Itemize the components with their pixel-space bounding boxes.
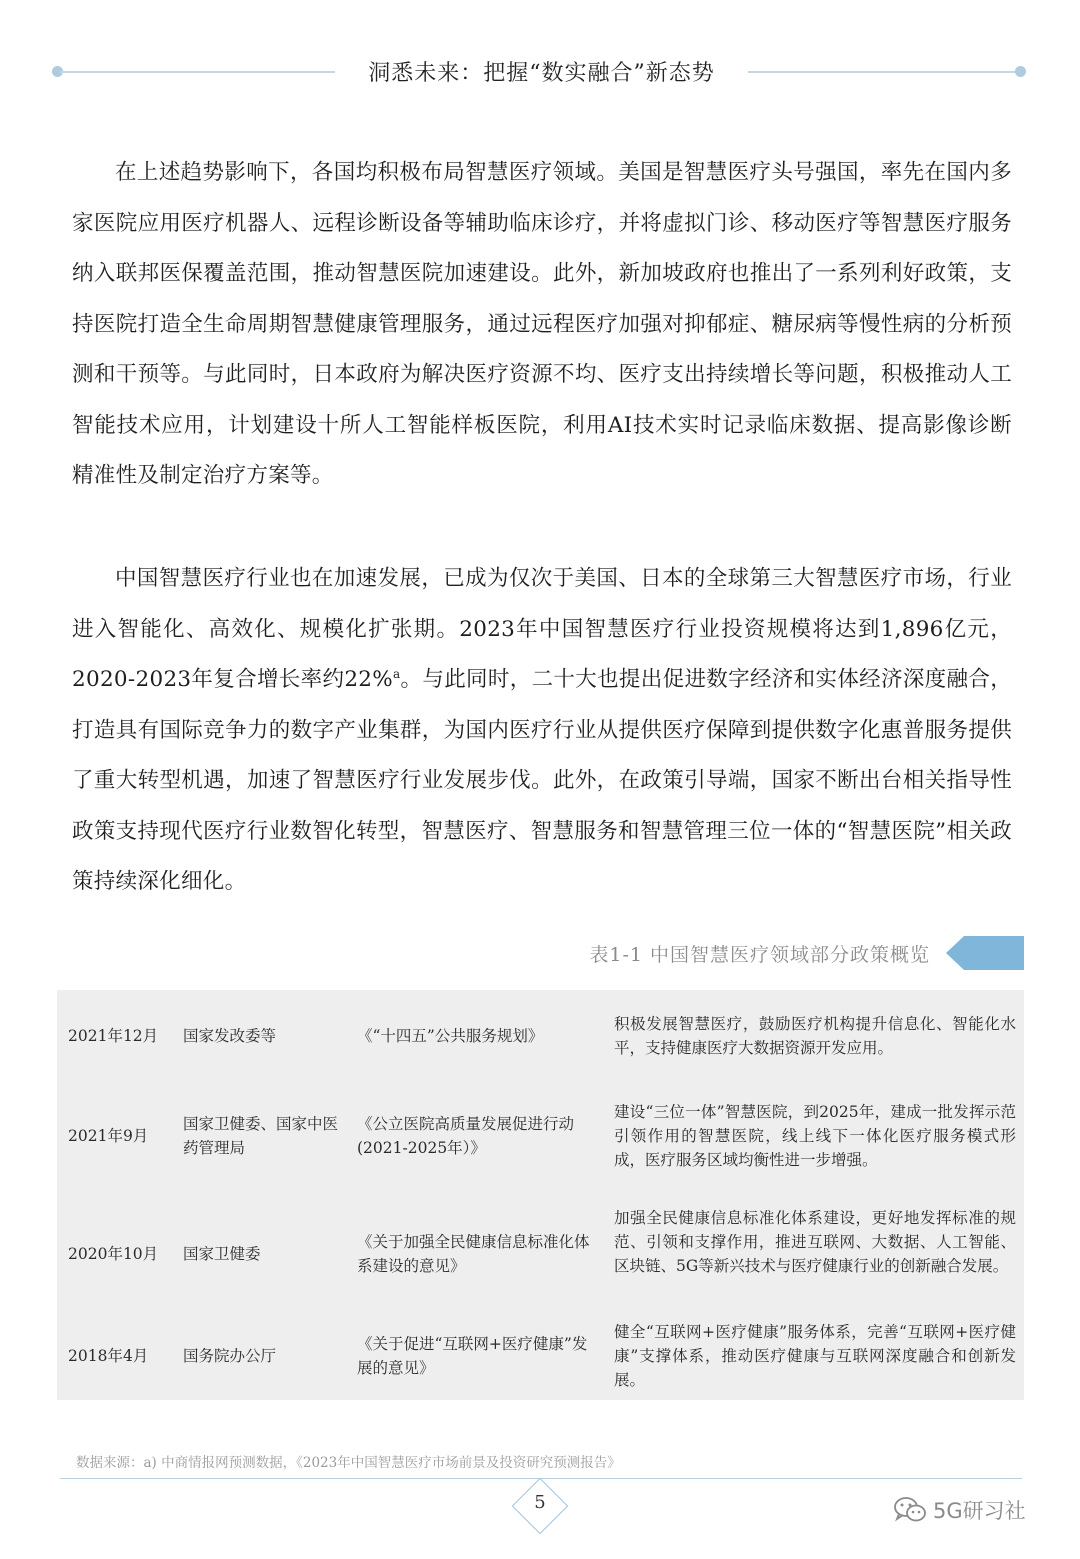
header-right-rule [748, 71, 1022, 73]
policy-document: 《“十四五”公共服务规划》 [357, 1027, 544, 1045]
policy-issuer: 国家卫健委 [183, 1245, 261, 1263]
wechat-icon [893, 1496, 927, 1524]
policy-document: 《关于促进“互联网+医疗健康”发展的意见》 [357, 1335, 588, 1377]
policy-description: 建设“三位一体”智慧医院，到2025年，建成一批发挥示范引领作用的智慧医院，线上线下一体化医疗服务模式形成，医疗服务区域均衡性进一步增强。 [614, 1103, 1016, 1169]
wechat-watermark [893, 1490, 1026, 1530]
watermark-label: 5G研习社 [933, 1499, 1026, 1523]
page-header [0, 50, 1080, 94]
policy-table [57, 990, 1024, 1400]
header-title: 洞悉未来：把握“数实融合”新态势 [368, 61, 715, 86]
caption-tab-decoration [946, 936, 1024, 970]
header-right-dot [1015, 66, 1026, 77]
policy-date: 2021年9月 [68, 1127, 149, 1145]
policy-date: 2018年4月 [68, 1347, 149, 1365]
data-source-note: 数据来源：a) 中商情报网预测数据，《2023年中国智慧医疗市场前景及投资研究预测报告》 [76, 1455, 621, 1471]
header-left-rule [60, 71, 335, 73]
policy-description: 积极发展智慧医疗，鼓励医疗机构提升信息化、智能化水平，支持健康医疗大数据资源开发应用。 [614, 1015, 1016, 1057]
paragraph-text: 。与此同时，二十大也提出促进数字经济和实体经济深度融合，打造具有国际竞争力的数字产业集群，为国内医疗行业从提供医疗保障到提供数字化惠普服务提供了重大转型机遇，加速了智慧医疗行业发展步伐。此外，在政策引导端，国家不断出台相关指导性政策支持现代医疗行业数智化转型，智慧医疗、智慧服务和智慧管理三位一体的“智慧医院”相关政策持续深化细化。 [72, 667, 1013, 894]
footnote-marker: a [393, 666, 401, 681]
policy-date: 2020年10月 [68, 1245, 159, 1263]
policy-issuer: 国家发改委等 [183, 1027, 277, 1045]
policy-date: 2021年12月 [68, 1027, 159, 1045]
paragraph-global-trends: 在上述趋势影响下，各国均积极布局智慧医疗领域。美国是智慧医疗头号强国，率先在国内多家医院应用医疗机器人、远程诊断设备等辅助临床诊疗，并将虚拟门诊、移动医疗等智慧医疗服务纳入联邦医保覆盖范围，推动智慧医院加速建设。此外，新加坡政府也推出了一系列利好政策，支持医院打造全生命周期智慧健康管理服务，通过远程医疗加强对抑郁症、糖尿病等慢性病的分析预测和干预等。与此同时，日本政府为解决医疗资源不均、医疗支出持续增长等问题，积极推动人工智能技术应用，计划建设十所人工智能样板医院，利用AI技术实时记录临床数据、提高影像诊断精准性及制定治疗方案等。 [72, 160, 1012, 488]
paragraph-china-market [72, 554, 1012, 908]
policy-issuer: 国家卫健委、国家中医药管理局 [183, 1115, 339, 1157]
policy-description: 加强全民健康信息标准化体系建设，更好地发挥标准的规范、引领和支撑作用，推进互联网、大数据、人工智能、区块链、5G等新兴技术与医疗健康行业的创新融合发展。 [614, 1209, 1016, 1275]
policy-description: 健全“互联网+医疗健康”服务体系，完善“互联网+医疗健康”支撑体系，推动医疗健康与互联网深度融合和创新发展。 [614, 1323, 1016, 1389]
paragraph-text: 中国智慧医疗行业也在加速发展，已成为仅次于美国、日本的全球第三大智慧医疗市场，行业进入智能化、高效化、规模化扩张期。2023年中国智慧医疗行业投资规模将达到1,896亿元，2020-2023年复合增长率约22% [72, 566, 1012, 692]
policy-issuer: 国务院办公厅 [183, 1347, 277, 1365]
policy-document: 《公立医院高质量发展促进行动(2021-2025年）》 [357, 1115, 575, 1157]
page-number: 5 [534, 1492, 546, 1513]
table-caption: 表1-1 中国智慧医疗领域部分政策概览 [589, 944, 930, 966]
policy-document: 《关于加强全民健康信息标准化体系建设的意见》 [357, 1233, 590, 1275]
